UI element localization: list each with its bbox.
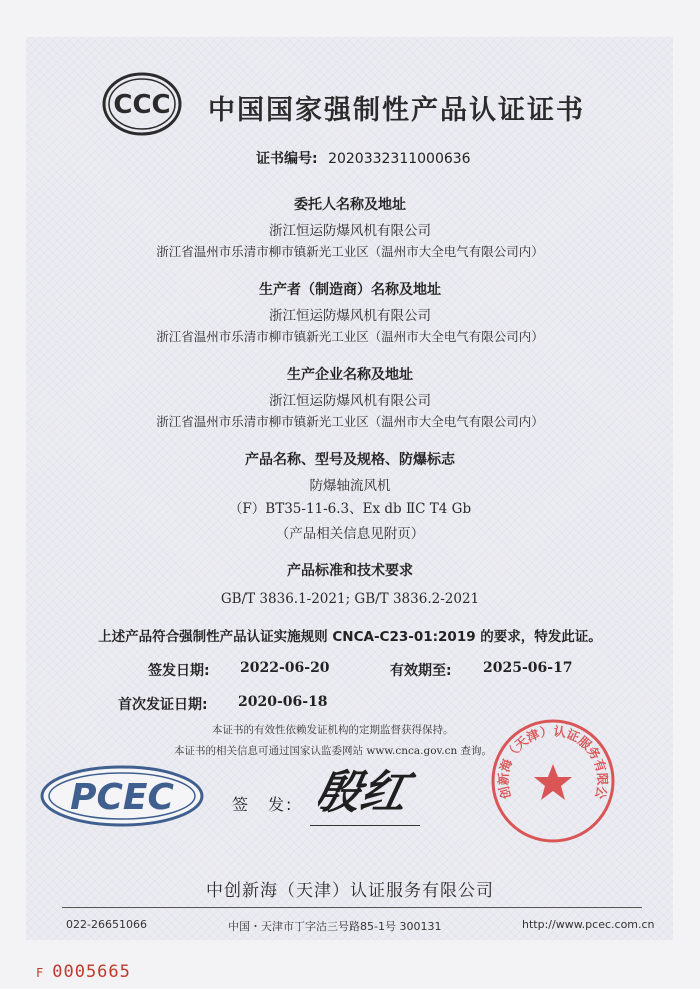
signature-label: 签 发: <box>232 795 294 814</box>
manufacturer-address: 浙江省温州市乐清市柳市镇新光工业区（温州市大全电气有限公司内） <box>156 329 544 344</box>
manufacturer-name: 浙江恒运防爆风机有限公司 <box>269 308 431 324</box>
client-name: 浙江恒运防爆风机有限公司 <box>269 223 431 239</box>
footer-website: http://www.pcec.com.cn <box>522 918 655 931</box>
product-heading: 产品名称、型号及规格、防爆标志 <box>245 452 455 468</box>
signature-image <box>318 750 428 830</box>
client-heading: 委托人名称及地址 <box>294 197 406 213</box>
client-address: 浙江省温州市乐清市柳市镇新光工业区（温州市大全电气有限公司内） <box>156 244 544 259</box>
signature-line <box>310 825 420 826</box>
footer-divider <box>62 907 642 908</box>
conformity-statement: 上述产品符合强制性产品认证实施规则 CNCA-C23-01:2019 的要求，特发此证。 <box>98 629 602 645</box>
standards-heading: 产品标准和技术要求 <box>287 563 413 579</box>
validity-note: 本证书的有效性依赖发证机构的定期监督获得保持。 <box>212 724 454 736</box>
manufacturer-heading: 生产者（制造商）名称及地址 <box>259 282 441 298</box>
cert-number <box>256 148 471 168</box>
footer-address: 中国・天津市丁字沽三号路85-1号 300131 <box>228 920 442 933</box>
serial-prefix: F <box>36 966 45 980</box>
official-seal <box>488 716 618 846</box>
valid-until-label: 有效期至: <box>390 663 452 679</box>
ccc-logo <box>102 72 182 136</box>
product-model: （F）BT35-11-6.3、Ex db ⅡC T4 Gb <box>228 501 472 517</box>
pcec-logo-text: PCEC <box>70 777 174 818</box>
cert-number-label: 证书编号: <box>256 151 318 167</box>
issuing-body: 中创新海（天津）认证服务有限公司 <box>206 881 494 901</box>
product-note: （产品相关信息见附页） <box>275 526 425 542</box>
standards-value: GB/T 3836.1-2021; GB/T 3836.2-2021 <box>220 591 480 607</box>
serial-number <box>36 962 131 982</box>
issue-date-label: 签发日期: <box>148 663 210 679</box>
issue-date-value: 2022-06-20 <box>240 660 330 676</box>
serial-digits: 0005665 <box>52 962 131 982</box>
factory-address: 浙江省温州市乐清市柳市镇新光工业区（温州市大全电气有限公司内） <box>156 414 544 429</box>
footer-phone: 022-26651066 <box>66 918 147 931</box>
ccc-logo-text: CCC <box>113 90 171 120</box>
product-name: 防爆轴流风机 <box>309 478 391 494</box>
pcec-logo <box>40 765 205 827</box>
query-note: 本证书的相关信息可通过国家认监委网站 www.cnca.gov.cn 查询。 <box>174 745 493 757</box>
first-issue-value: 2020-06-18 <box>238 694 328 710</box>
factory-heading: 生产企业名称及地址 <box>287 367 413 383</box>
seal-text: 创新海（天津）认证服务有限公 <box>495 723 611 801</box>
factory-name: 浙江恒运防爆风机有限公司 <box>269 393 431 409</box>
valid-until-value: 2025-06-17 <box>483 660 573 676</box>
cert-number-value: 2020332311000636 <box>328 151 471 167</box>
signature-text: 殷红 <box>318 764 413 819</box>
certificate-title: 中国国家强制性产品认证证书 <box>208 95 585 126</box>
first-issue-label: 首次发证日期: <box>118 697 208 713</box>
